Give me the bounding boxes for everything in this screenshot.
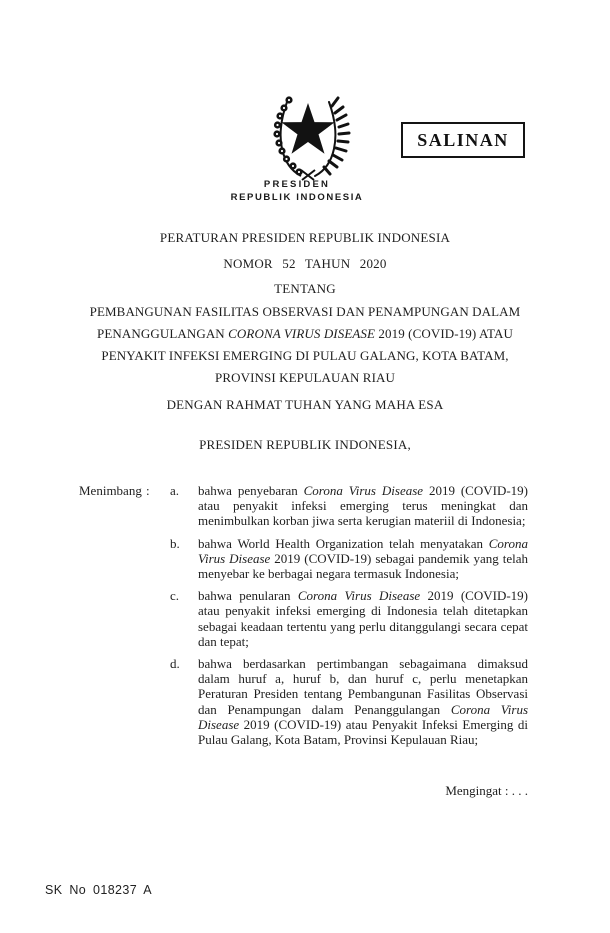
consideration-item-b [79,536,528,582]
letterhead [217,179,377,203]
regulation-number: NOMOR 52 TAHUN 2020 [223,256,387,271]
issuer-line: PRESIDEN REPUBLIK INDONESIA, [199,437,411,452]
tentang-label: TENTANG [274,281,336,296]
consideration-item-d [79,656,528,747]
consideration-item-c [79,588,528,649]
consideration-text-c: bahwa penularan Corona Virus Disease 2019 (COVID-19) atau penyakit infeksi emerging di Indonesia telah ditetapkan sebagai keadaan tertentu yang perlu ditanggulangi secara cepat dan tepat; [198,588,528,649]
regulation-subject-line-4: PROVINSI KEPULAUAN RIAU [215,370,395,385]
column-spacer [79,588,146,649]
invocation-line: DENGAN RAHMAT TUHAN YANG MAHA ESA [166,397,444,412]
regulation-subject-line-1: PEMBANGUNAN FASILITAS OBSERVASI DAN PENAMPUNGAN DALAM [89,304,521,319]
column-spacer [146,536,170,582]
column-spacer [79,536,146,582]
presidential-seal-icon [258,85,358,187]
column-spacer [146,656,170,747]
consideration-letter-a: a. [170,483,180,498]
consideration-text-b: bahwa World Health Organization telah menyatakan Corona Virus Disease 2019 (COVID-19) sebagai pandemik yang telah menyebar ke berbagai negara termasuk Indonesia; [198,535,528,582]
considerations-label: Menimbang [79,483,142,498]
consideration-item-a [79,483,528,529]
considerations-colon: : [146,483,150,498]
column-spacer [79,656,146,747]
considerations-section [79,483,528,754]
salinan-stamp-label: SALINAN [417,129,509,150]
regulation-subject-line-3: PENYAKIT INFEKSI EMERGING DI PULAU GALANG, KOTA BATAM, [101,348,509,363]
consideration-text-d: bahwa berdasarkan pertimbangan sebagaimana dimaksud dalam huruf a, huruf b, dan huruf c, perlu menetapkan Peraturan Presiden tentang Pembangunan Fasilitas Observasi dan Penampungan dalam Penanggulangan Corona Virus Disease 2019 (COVID-19) atau Penyakit Infeksi Emerging di Pulau Galang, Kota Batam, Provinsi Kepulauan Riau; [198,656,528,748]
column-spacer [146,588,170,649]
regulation-title: PERATURAN PRESIDEN REPUBLIK INDONESIA [159,230,451,245]
letterhead-presiden-label: PRESIDEN [263,179,331,190]
document-code: SK No 018237 A [45,883,153,897]
salinan-stamp [401,122,525,158]
consideration-text-a: bahwa penyebaran Corona Virus Disease 2019 (COVID-19) atau penyakit infeksi emerging terus meningkat dan menimbulkan korban jiwa serta kerugian materiil di Indonesia; [198,483,528,529]
consideration-letter-c: c. [170,588,180,604]
rice-stalk-icon [315,98,349,176]
regulation-subject-line-2: PENANGGULANGAN CORONA VIRUS DISEASE 2019 (COVID-19) ATAU [97,326,513,341]
consideration-letter-b: b. [170,535,180,551]
regulation-subject [30,301,580,389]
catchword-mengingat: Mengingat : . . . [445,783,528,798]
star-icon [281,103,334,154]
consideration-letter-d: d. [170,656,180,672]
letterhead-republik-indonesia-label: REPUBLIK INDONESIA [230,192,364,203]
